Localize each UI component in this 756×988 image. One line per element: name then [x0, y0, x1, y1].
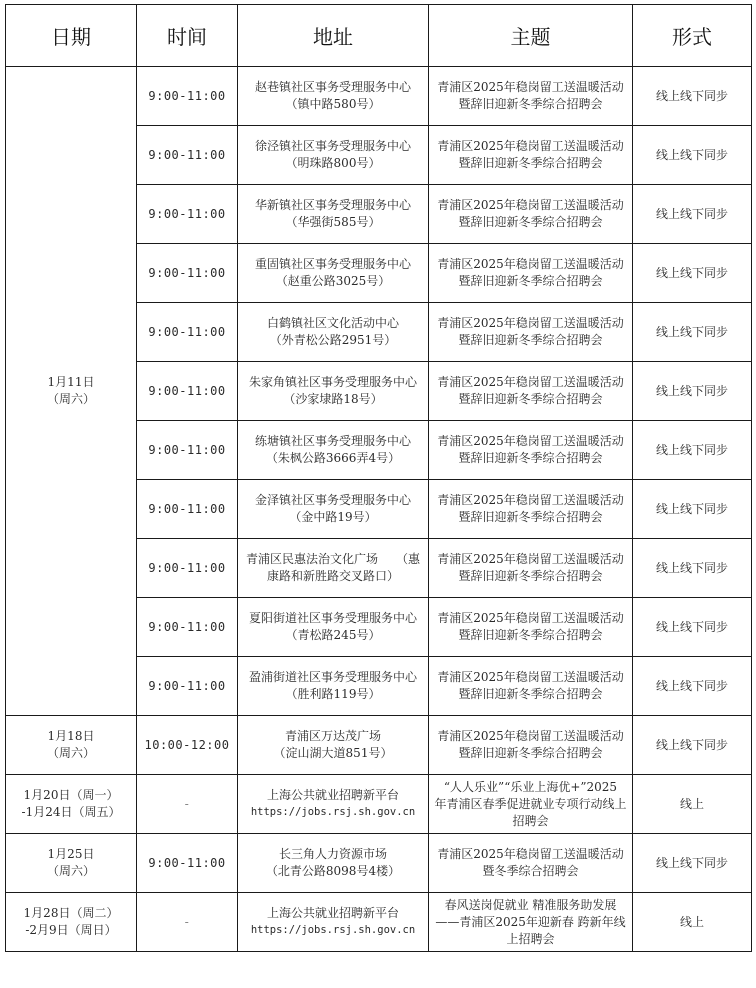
topic-line: 暨辞旧迎新冬季综合招聘会	[458, 156, 603, 170]
address-cell	[238, 480, 429, 539]
topic-line: 青浦区2025年稳岗留工送温暖活动	[437, 80, 624, 94]
venue-address: 康路和新胜路交叉路口）	[266, 569, 399, 583]
format-cell: 线上线下同步	[633, 834, 752, 893]
time-cell: 9:00-11:00	[137, 303, 238, 362]
topic-cell	[429, 834, 633, 893]
topic-line: 招聘会	[512, 813, 549, 828]
venue-name: 徐泾镇社区事务受理服务中心	[254, 139, 411, 153]
venue-name: 练塘镇社区事务受理服务中心	[254, 434, 411, 448]
topic-line: 青浦区2025年稳岗留工送温暖活动	[437, 552, 624, 566]
weekday-text: （周六）	[46, 746, 95, 760]
address-cell	[238, 421, 429, 480]
time-cell: 10:00-12:00	[137, 716, 238, 775]
platform-url-link[interactable]: https://jobs.rsj.sh.gov.cn	[250, 806, 416, 818]
topic-cell	[429, 480, 633, 539]
venue-name: 白鹤镇社区文化活动中心	[266, 316, 399, 330]
venue-address: （青松路245号）	[285, 628, 381, 642]
format-cell: 线上线下同步	[633, 539, 752, 598]
format-cell: 线上线下同步	[633, 362, 752, 421]
header-topic: 主题	[429, 5, 633, 67]
venue-address: （外青松公路2951号）	[269, 333, 397, 347]
venue-address: （镇中路580号）	[285, 97, 381, 111]
venue-name: 朱家角镇社区事务受理服务中心	[248, 375, 417, 389]
venue-name: 夏阳街道社区事务受理服务中心	[248, 611, 417, 625]
topic-line: ——青浦区2025年迎新春 跨新年线	[435, 914, 626, 929]
platform-name: 上海公共就业招聘新平台	[266, 788, 399, 802]
topic-cell	[429, 244, 633, 303]
topic-line: 青浦区2025年稳岗留工送温暖活动	[437, 257, 624, 271]
topic-cell	[429, 67, 633, 126]
venue-address: （淀山湖大道851号）	[273, 746, 393, 760]
topic-cell	[429, 657, 633, 716]
venue-name: 赵巷镇社区事务受理服务中心	[254, 80, 411, 94]
topic-line: 青浦区2025年稳岗留工送温暖活动	[437, 670, 624, 684]
topic-cell	[429, 716, 633, 775]
venue-name: 青浦区民惠法治文化广场 （惠	[245, 552, 420, 566]
topic-line: 青浦区2025年稳岗留工送温暖活动	[437, 139, 624, 153]
format-cell: 线上线下同步	[633, 303, 752, 362]
venue-name: 重固镇社区事务受理服务中心	[254, 257, 411, 271]
venue-name: 盈浦街道社区事务受理服务中心	[248, 670, 417, 684]
table-row	[6, 775, 752, 834]
topic-cell	[429, 539, 633, 598]
weekday-text: （周六）	[46, 864, 95, 878]
venue-address: （金中路19号）	[289, 510, 377, 524]
address-cell	[238, 893, 429, 952]
time-cell: 9:00-11:00	[137, 834, 238, 893]
date-text: -2月9日（周日）	[25, 923, 117, 937]
schedule-table	[5, 4, 752, 952]
address-cell	[238, 834, 429, 893]
venue-address: （明珠路800号）	[285, 156, 381, 170]
date-text: -1月24日（周五）	[21, 805, 121, 819]
venue-name: 青浦区万达茂广场	[284, 729, 381, 743]
date-cell	[6, 893, 137, 952]
venue-name: 长三角人力资源市场	[278, 847, 387, 861]
date-text: 1月25日	[47, 847, 95, 861]
table-row	[6, 67, 752, 126]
address-cell	[238, 598, 429, 657]
venue-address: （华强街585号）	[285, 215, 381, 229]
date-cell	[6, 67, 137, 716]
topic-line: 暨辞旧迎新冬季综合招聘会	[458, 333, 603, 347]
topic-line: 青浦区2025年稳岗留工送温暖活动	[437, 198, 624, 212]
job-fair-schedule-document	[5, 4, 752, 952]
format-cell: 线上	[633, 893, 752, 952]
topic-line: 暨辞旧迎新冬季综合招聘会	[458, 687, 603, 701]
topic-line: 暨辞旧迎新冬季综合招聘会	[458, 628, 603, 642]
format-cell: 线上线下同步	[633, 598, 752, 657]
date-cell	[6, 834, 137, 893]
address-cell	[238, 716, 429, 775]
topic-line: 暨辞旧迎新冬季综合招聘会	[458, 215, 603, 229]
topic-line: 暨辞旧迎新冬季综合招聘会	[458, 746, 603, 760]
address-cell	[238, 362, 429, 421]
format-cell: 线上线下同步	[633, 126, 752, 185]
address-cell	[238, 244, 429, 303]
topic-line: 青浦区2025年稳岗留工送温暖活动	[437, 493, 624, 507]
table-row	[6, 893, 752, 952]
format-cell: 线上线下同步	[633, 657, 752, 716]
format-cell: 线上线下同步	[633, 185, 752, 244]
topic-line: 春风送岗促就业 精准服务助发展	[444, 897, 617, 912]
topic-cell	[429, 893, 633, 952]
time-cell: 9:00-11:00	[137, 539, 238, 598]
platform-url-link[interactable]: https://jobs.rsj.sh.gov.cn	[250, 924, 416, 936]
time-cell: 9:00-11:00	[137, 126, 238, 185]
platform-name: 上海公共就业招聘新平台	[266, 906, 399, 920]
time-cell: 9:00-11:00	[137, 480, 238, 539]
date-text: 1月28日（周二）	[23, 906, 119, 920]
topic-cell	[429, 185, 633, 244]
topic-line: 青浦区2025年稳岗留工送温暖活动	[437, 729, 624, 743]
topic-cell	[429, 421, 633, 480]
address-cell	[238, 303, 429, 362]
topic-line: “人人乐业”“乐业上海优+”2025	[443, 779, 618, 794]
weekday-text: （周六）	[46, 392, 95, 406]
address-cell	[238, 657, 429, 716]
topic-line: 上招聘会	[506, 931, 555, 946]
topic-line: 暨辞旧迎新冬季综合招聘会	[458, 510, 603, 524]
venue-name: 华新镇社区事务受理服务中心	[254, 198, 411, 212]
topic-line: 暨辞旧迎新冬季综合招聘会	[458, 569, 603, 583]
topic-cell	[429, 775, 633, 834]
format-cell: 线上线下同步	[633, 244, 752, 303]
header-address: 地址	[238, 5, 429, 67]
header-time: 时间	[137, 5, 238, 67]
table-row	[6, 834, 752, 893]
time-cell: 9:00-11:00	[137, 244, 238, 303]
format-cell: 线上线下同步	[633, 480, 752, 539]
topic-line: 暨辞旧迎新冬季综合招聘会	[458, 274, 603, 288]
address-cell	[238, 126, 429, 185]
time-cell: 9:00-11:00	[137, 185, 238, 244]
topic-cell	[429, 126, 633, 185]
date-text: 1月20日（周一）	[23, 788, 119, 802]
date-text: 1月11日	[47, 375, 95, 389]
date-text: 1月18日	[47, 729, 95, 743]
topic-line: 暨冬季综合招聘会	[482, 864, 579, 878]
topic-line: 青浦区2025年稳岗留工送温暖活动	[437, 375, 624, 389]
topic-cell	[429, 362, 633, 421]
time-cell: -	[137, 775, 238, 834]
topic-line: 青浦区2025年稳岗留工送温暖活动	[437, 847, 624, 861]
venue-name: 金泽镇社区事务受理服务中心	[254, 493, 411, 507]
address-cell	[238, 67, 429, 126]
time-cell: -	[137, 893, 238, 952]
time-cell: 9:00-11:00	[137, 598, 238, 657]
venue-address: （胜利路119号）	[285, 687, 381, 701]
venue-address: （沙家埭路18号）	[283, 392, 383, 406]
format-cell: 线上线下同步	[633, 67, 752, 126]
time-cell: 9:00-11:00	[137, 67, 238, 126]
topic-cell	[429, 598, 633, 657]
topic-line: 年青浦区春季促进就业专项行动线上	[434, 796, 627, 811]
address-cell	[238, 775, 429, 834]
venue-address: （北青公路8098号4楼）	[265, 864, 401, 878]
format-cell: 线上线下同步	[633, 421, 752, 480]
topic-line: 暨辞旧迎新冬季综合招聘会	[458, 392, 603, 406]
date-cell	[6, 716, 137, 775]
format-cell: 线上	[633, 775, 752, 834]
header-row	[6, 5, 752, 67]
topic-line: 青浦区2025年稳岗留工送温暖活动	[437, 611, 624, 625]
topic-line: 暨辞旧迎新冬季综合招聘会	[458, 97, 603, 111]
header-format: 形式	[633, 5, 752, 67]
venue-address: （朱枫公路3666弄4号）	[265, 451, 401, 465]
topic-cell	[429, 303, 633, 362]
time-cell: 9:00-11:00	[137, 362, 238, 421]
venue-address: （赵重公路3025号）	[275, 274, 391, 288]
time-cell: 9:00-11:00	[137, 657, 238, 716]
header-date: 日期	[6, 5, 137, 67]
date-cell	[6, 775, 137, 834]
address-cell	[238, 185, 429, 244]
topic-line: 暨辞旧迎新冬季综合招聘会	[458, 451, 603, 465]
time-cell: 9:00-11:00	[137, 421, 238, 480]
topic-line: 青浦区2025年稳岗留工送温暖活动	[437, 316, 624, 330]
table-row	[6, 716, 752, 775]
format-cell: 线上线下同步	[633, 716, 752, 775]
topic-line: 青浦区2025年稳岗留工送温暖活动	[437, 434, 624, 448]
address-cell	[238, 539, 429, 598]
